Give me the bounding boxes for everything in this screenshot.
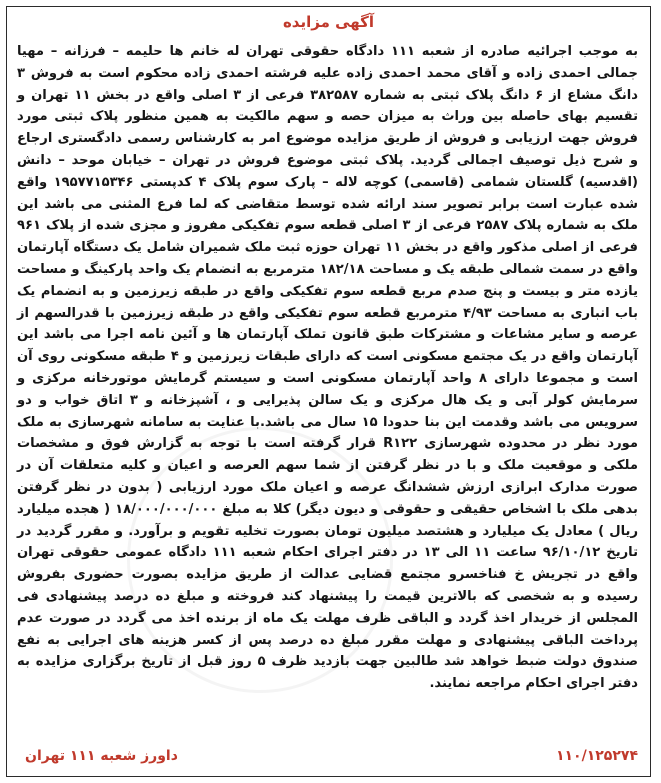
notice-body: به موجب اجرائیه صادره از شعبه ۱۱۱ دادگاه حقوقی تهران له خانم ها حلیمه – فرزانه – مهیا جمالی احمدی زاده و آقای محمد احمدی زاده علیه فرشته احمدی زاده محکوم است به فروش ۳ دانگ مشاع از ۶ دانگ پلاک ثبتی به شماره ۳۸۲۵۸۷ فرعی از ۳ اصلی واقع در بخش ۱۱ تهران و تقسیم بهای حاصله بین وراث به میزان حصه و سهم مالکیت به همین منظور پلاک ثبتی مورد فروش جهت ارزیابی و فروش از طریق مزایده موضوع امر به کارشناس رسمی دادگستری ارجاع و شرح ذیل توصیف اجمالی گردید. پلاک ثبتی موضوع فروش در تهران – خیابان موحد – دانش (اقدسیه) گلستان شمامی (قاسمی) کوچه لاله – پارک سوم پلاک ۴ کدپستی ۱۹۵۷۷۱۵۳۴۶ واقع شده عبارت است برابر تصویر سند ارائه شده توسط متقاضی که لما فرع المثنی می باشد این ملک به شماره پلاک ۲۵۸۷ فرعی از ۳ اصلی قطعه سوم تفکیکی مفروز و مجزی شده از پلاک ۹۶۱ فرعی از اصلی مذکور واقع در بخش ۱۱ تهران حوزه ثبت ملک شمیران شامل یک دستگاه آپارتمان واقع در سمت شمالی طبقه یک و مساحت ۱۸۲/۱۸ مترمربع به انضمام یک واحد پارکینگ و مساحت یازده متر و بیست و پنج صدم مربع قطعه سوم تفکیکی واقع در طبقه زیرزمین و به انضمام یک باب انباری به مساحت ۴/۹۳ مترمربع قطعه سوم تفکیکی واقع در طبقه زیرزمین با قدرالسهم از عرصه و سایر مشاعات و مشترکات طبق قانون تملک آپارتمان ها و آئین نامه اجرا می باشد این آپارتمان واقع در یک مجتمع مسکونی است که دارای طبقات زیرزمین و ۴ طبقه مسکونی روی آن است و مجموعا دارای ۸ واحد آپارتمان مسکونی است و سیستم گرمایش موتورخانه مرکزی و سرمایش کولر آبی و یک هال مرکزی و یک سالن پذیرایی و ، آشپزخانه و ۳ اتاق خواب و دو سرویس می باشد وقدمت این بنا حدودا ۱۵ سال می باشد.با عنایت به سامانه شهرسازی به ملک مورد نظر در محدوده شهرسازی R۱۲۲ قرار گرفته است با توجه به گزارش فوق و مشخصات ملکی و موقعیت ملک و با در نظر گرفتن از شما سهم العرصه و اعیان و کلیه متعلقات آن در صورت مدارک ابرازی ارزش ششدانگ عرصه و اعیان ملک مورد ارزیابی ( بدون در نظر گرفتن بدهی ملک با اشخاص حقیقی و حقوقی و دیون دیگر) کلا به مبلغ ۱۸/۰۰۰/۰۰۰/۰۰۰ ( هجده میلیارد ریال ) معادل یک میلیارد و هشتصد میلیون تومان بصورت تخلیه تقویم و برآورد. و مقرر گردید در تاریخ ۹۶/۱۰/۱۲ ساعت ۱۱ الی ۱۳ در دفتر اجرای احکام شعبه ۱۱۱ دادگاه عمومی حقوقی تهران واقع در تجریش خ فناخسرو مجتمع قضایی عدالت از طریق مزایده بصورت حضوری بفروش رسیده و به شخصی که بالاترین قیمت را پیشنهاد کند فروخته و مبلغ ده درصد پیشنهادی فی المجلس از خریدار اخذ گردد و الباقی ظرف مهلت یک ماه از برنده اخذ می گردد در صورت عدم پرداخت الباقی پیشنهادی و مهلت مقرر مبلغ ده درصد پس از کسر هزینه های اجرایی به نفع صندوق دولت ضبط خواهد شد طالبین جهت بازدید ظرف ۵ روز قبل از تاریخ برگزاری مزایده به دفتر اجرای احکام مراجعه نمایند. [17,44,638,692]
notice-footer [17,746,638,770]
signature-line: داورز شعبه ۱۱۱ تهران [25,748,178,764]
reference-number: ۱۱۰/۱۲۵۲۷۴ [555,748,638,764]
auction-notice [6,6,651,777]
notice-title: آگهی مزایده [282,13,375,31]
